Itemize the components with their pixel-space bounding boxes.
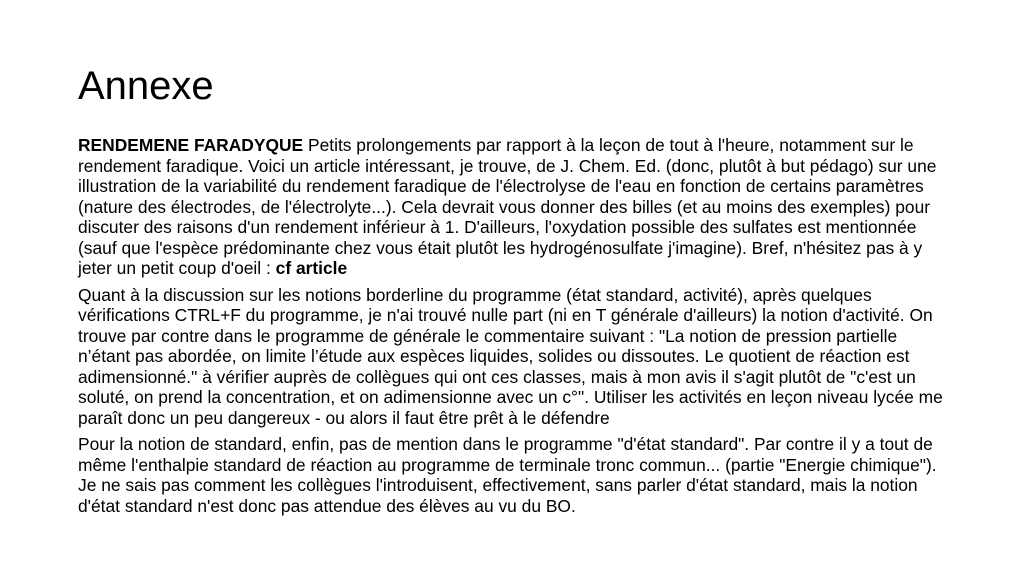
paragraph-standard-notion: Pour la notion de standard, enfin, pas de mention dans le programme "d'état standard". Par contre il y a tout de même l'enthalpie standard de réaction au programme de terminale tronc commun... (partie "Energie chimique"). Je ne sais pas comment les collègues l'introduisent, effectivement, sans parler d'état standard, mais la notion d'état standard n'est donc pas attendue des élèves au vu du BO. [78,434,937,516]
slide-title: Annexe [78,64,214,108]
paragraph-text: Petits prolongements par rapport à la leçon de tout à l'heure, notamment sur le rendement faradique. Voici un article intéressant, je trouve, de J. Chem. Ed. (donc, plutôt à but pédago) sur une illustration de la variabilité du rendement faradique de l'électrolyse de l'eau en fonction de certains paramètres (nature des électrodes, de l'électrolyte...). Cela devrait vous donner des billes (et au moins des exemples) pour discuter des raisons d'un rendement inférieur à 1. D'ailleurs, l'oxydation possible des sulfates est mentionnée (sauf que l'espèce prédominante chez vous était plutôt les hydrogénosulfate j'imagine). Bref, n'hésitez pas à y jeter un petit coup d'oeil : [78,135,937,278]
paragraph-heading: RENDEMENE FARADYQUE [78,135,304,155]
paragraph-borderline-notions: Quant à la discussion sur les notions borderline du programme (état standard, activité), après quelques vérifications CTRL+F du programme, je n'ai trouvé nulle part (ni en T générale d'ailleurs) la notion d'activité. On trouve par contre dans le programme de générale le commentaire suivant : "La notion de pression partielle n’étant pas abordée, on limite l’étude aux espèces liquides, solides ou dissoutes. Le quotient de réaction est adimensionné." à vérifier auprès de collègues qui ont ces classes, mais à mon avis il s'agit plutôt de "c'est un soluté, on prend la concentration, et on adimensionne avec un c°". Utiliser les activités en leçon niveau lycée me paraît donc un peu dangereux - ou alors il faut être prêt à le défendre [78,284,943,428]
slide-body [78,135,950,522]
article-link[interactable]: cf article [275,258,348,278]
paragraph-faradic-yield [78,135,950,279]
